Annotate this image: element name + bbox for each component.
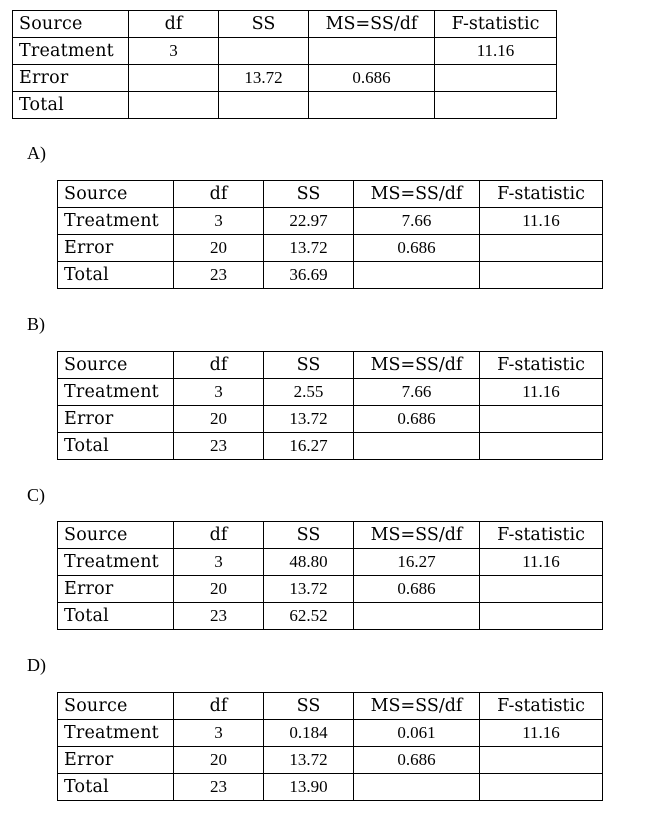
cell-ss: 16.27 [264,433,354,460]
option-d-label[interactable]: D) [27,655,46,675]
table-header-row [13,11,557,38]
cell-ms: 7.66 [354,208,480,235]
header-ms: MS=SS/df [354,522,480,549]
header-df: df [174,693,264,720]
option-c-table [57,521,603,630]
header-ss: SS [264,181,354,208]
cell-ms: 0.686 [309,65,435,92]
cell-ss: 13.72 [264,747,354,774]
cell-df: 3 [174,549,264,576]
cell-ms [354,262,480,289]
header-source: Source [13,11,129,38]
header-f: F-statistic [480,352,603,379]
header-f: F-statistic [480,693,603,720]
header-f: F-statistic [480,181,603,208]
table-row-treatment [13,38,557,65]
cell-source: Treatment [58,720,174,747]
cell-f: 11.16 [480,379,603,406]
header-ss: SS [264,352,354,379]
table-row-error [58,235,603,262]
cell-ss [219,92,309,119]
cell-f: 11.16 [480,208,603,235]
table-header-row [58,181,603,208]
cell-ss: 36.69 [264,262,354,289]
cell-ss: 13.72 [264,406,354,433]
header-ss: SS [264,693,354,720]
table-row-total [58,774,603,801]
cell-df: 23 [174,433,264,460]
cell-f [480,774,603,801]
cell-source: Error [58,747,174,774]
cell-df: 20 [174,235,264,262]
cell-f: 11.16 [480,549,603,576]
cell-f [480,747,603,774]
table-row-error [58,406,603,433]
cell-df [129,92,219,119]
header-df: df [129,11,219,38]
cell-df: 20 [174,406,264,433]
cell-source: Total [58,262,174,289]
header-df: df [174,352,264,379]
cell-ss [219,38,309,65]
cell-source: Error [58,235,174,262]
cell-ms: 0.686 [354,235,480,262]
cell-df [129,65,219,92]
cell-ss: 13.72 [264,576,354,603]
cell-f [480,576,603,603]
header-ms: MS=SS/df [354,693,480,720]
cell-f [480,262,603,289]
cell-ms: 0.686 [354,747,480,774]
header-ms: MS=SS/df [309,11,435,38]
table-row-error [58,747,603,774]
option-a-label[interactable]: A) [27,143,46,163]
table-header-row [58,522,603,549]
table-row-treatment [58,720,603,747]
table-header-row [58,693,603,720]
option-b-table [57,351,603,460]
cell-ms [309,92,435,119]
cell-source: Total [13,92,129,119]
cell-ss: 0.184 [264,720,354,747]
table-row-total [58,262,603,289]
cell-f [480,433,603,460]
cell-ss: 13.72 [219,65,309,92]
cell-f [435,65,557,92]
cell-f [480,406,603,433]
cell-ms [354,433,480,460]
cell-df: 3 [174,208,264,235]
cell-df: 23 [174,774,264,801]
table-header-row [58,352,603,379]
cell-ss: 48.80 [264,549,354,576]
table-row-total [13,92,557,119]
cell-ms: 16.27 [354,549,480,576]
cell-source: Total [58,774,174,801]
header-ss: SS [219,11,309,38]
header-source: Source [58,181,174,208]
cell-source: Error [13,65,129,92]
cell-source: Error [58,576,174,603]
cell-df: 20 [174,576,264,603]
cell-f [480,603,603,630]
cell-df: 3 [174,720,264,747]
cell-f: 11.16 [480,720,603,747]
cell-ms [354,774,480,801]
table-row-total [58,603,603,630]
option-b-label[interactable]: B) [27,314,45,334]
cell-df: 3 [129,38,219,65]
header-source: Source [58,522,174,549]
cell-df: 3 [174,379,264,406]
header-df: df [174,181,264,208]
table-row-total [58,433,603,460]
cell-ss: 22.97 [264,208,354,235]
header-f: F-statistic [435,11,557,38]
cell-ms: 0.686 [354,576,480,603]
option-c-label[interactable]: C) [27,485,45,505]
table-row-treatment [58,208,603,235]
table-row-error [58,576,603,603]
header-df: df [174,522,264,549]
option-d-table [57,692,603,801]
cell-f [435,92,557,119]
header-f: F-statistic [480,522,603,549]
cell-f [480,235,603,262]
header-ms: MS=SS/df [354,181,480,208]
table-row-treatment [58,379,603,406]
cell-ss: 13.90 [264,774,354,801]
cell-ms [354,603,480,630]
cell-f: 11.16 [435,38,557,65]
cell-ss: 2.55 [264,379,354,406]
cell-ss: 13.72 [264,235,354,262]
cell-source: Total [58,433,174,460]
cell-source: Total [58,603,174,630]
cell-ms: 0.686 [354,406,480,433]
question-anova-table [12,10,557,119]
cell-df: 20 [174,747,264,774]
header-ms: MS=SS/df [354,352,480,379]
cell-source: Treatment [13,38,129,65]
header-ss: SS [264,522,354,549]
cell-ms: 0.061 [354,720,480,747]
cell-ms: 7.66 [354,379,480,406]
cell-df: 23 [174,603,264,630]
cell-source: Treatment [58,208,174,235]
header-source: Source [58,693,174,720]
cell-df: 23 [174,262,264,289]
table-row-treatment [58,549,603,576]
cell-source: Treatment [58,549,174,576]
cell-ss: 62.52 [264,603,354,630]
cell-source: Error [58,406,174,433]
header-source: Source [58,352,174,379]
table-row-error [13,65,557,92]
cell-ms [309,38,435,65]
option-a-table [57,180,603,289]
cell-source: Treatment [58,379,174,406]
